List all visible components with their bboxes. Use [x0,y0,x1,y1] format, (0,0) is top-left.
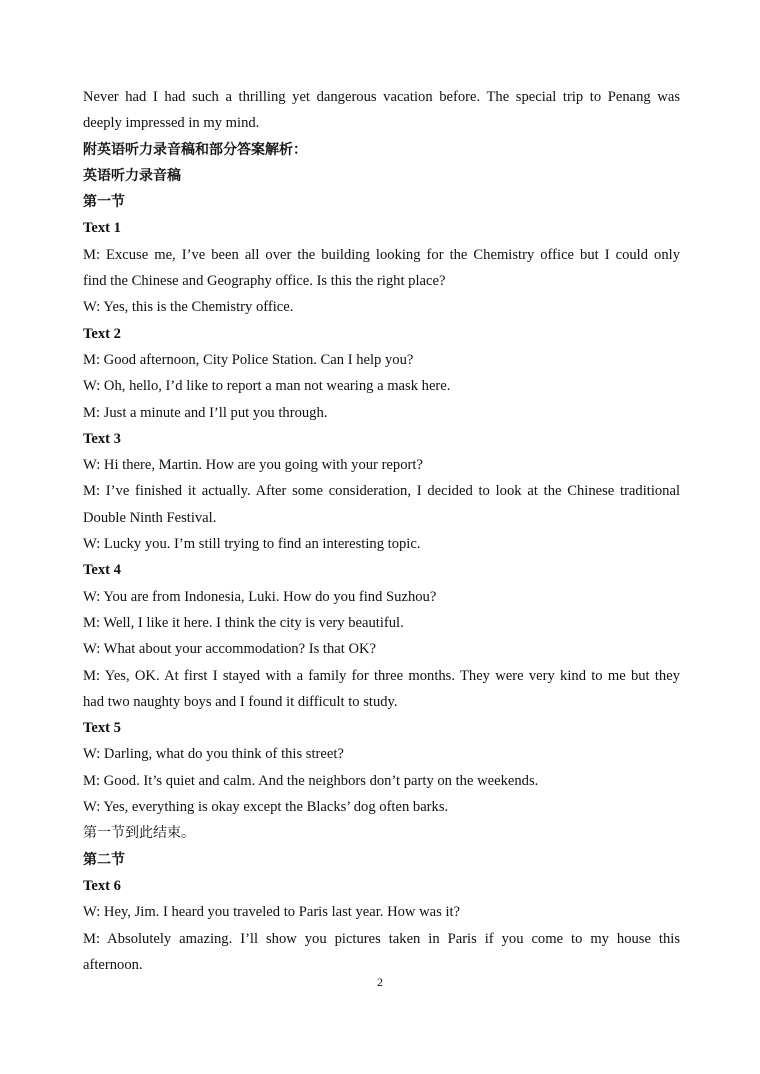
text-line: M: Excuse me, I’ve been all over the building looking for the Chemistry office but I could only [83,246,680,263]
page-number: 2 [377,975,383,989]
section-heading: 第一节 [83,194,125,211]
section-heading: 附英语听力录音稿和部分答案解析： [83,141,307,158]
section-heading: Text 6 [83,877,121,894]
text-line: W: Hi there, Martin. How are you going with your report? [83,457,423,474]
text-line: M: Yes, OK. At first I stayed with a family for three months. They were very kind to me but they [83,667,680,684]
document-body [83,84,680,978]
text-line: Never had I had such a thrilling yet dangerous vacation before. The special trip to Penang was [83,89,680,105]
text-line: W: What about your accommodation? Is that OK? [83,641,377,658]
section-heading: 英语听力录音稿 [83,167,181,184]
text-line: Double Ninth Festival. [83,509,217,526]
text-line: W: Hey, Jim. I heard you traveled to Paris last year. How was it? [83,904,461,921]
text-line: W: Darling, what do you think of this street? [83,746,344,763]
text-line: W: Lucky you. I’m still trying to find an interesting topic. [83,536,421,553]
text-line: M: Well, I like it here. I think the city is very beautiful. [83,614,404,631]
text-line: M: Absolutely amazing. I’ll show you pictures taken in Paris if you come to my house this [83,930,680,947]
section-heading: Text 4 [83,562,121,579]
text-line: W: Yes, this is the Chemistry office. [83,299,294,316]
section-heading: Text 5 [83,720,121,737]
text-line: M: Good afternoon, City Police Station. Can I help you? [83,351,414,368]
section-heading: 第二节 [83,851,125,868]
text-line: find the Chinese and Geography office. Is this the right place? [83,273,446,290]
section-heading: Text 1 [83,220,121,237]
text-line: W: Oh, hello, I’d like to report a man not wearing a mask here. [83,378,451,395]
text-line: 第一节到此结束。 [83,825,195,842]
text-line: W: You are from Indonesia, Luki. How do you find Suzhou? [83,588,437,605]
text-line: M: Just a minute and I’ll put you through. [83,404,328,421]
section-heading: Text 2 [83,325,121,342]
text-line: deeply impressed in my mind. [83,115,260,132]
text-line: W: Yes, everything is okay except the Blacks’ dog often barks. [83,799,449,816]
text-line: M: Good. It’s quiet and calm. And the neighbors don’t party on the weekends. [83,772,539,789]
section-heading: Text 3 [83,430,121,447]
text-line: afternoon. [83,956,143,973]
text-line: M: I’ve finished it actually. After some consideration, I decided to look at the Chinese traditional [83,483,680,500]
text-line: had two naughty boys and I found it difficult to study. [83,693,398,710]
